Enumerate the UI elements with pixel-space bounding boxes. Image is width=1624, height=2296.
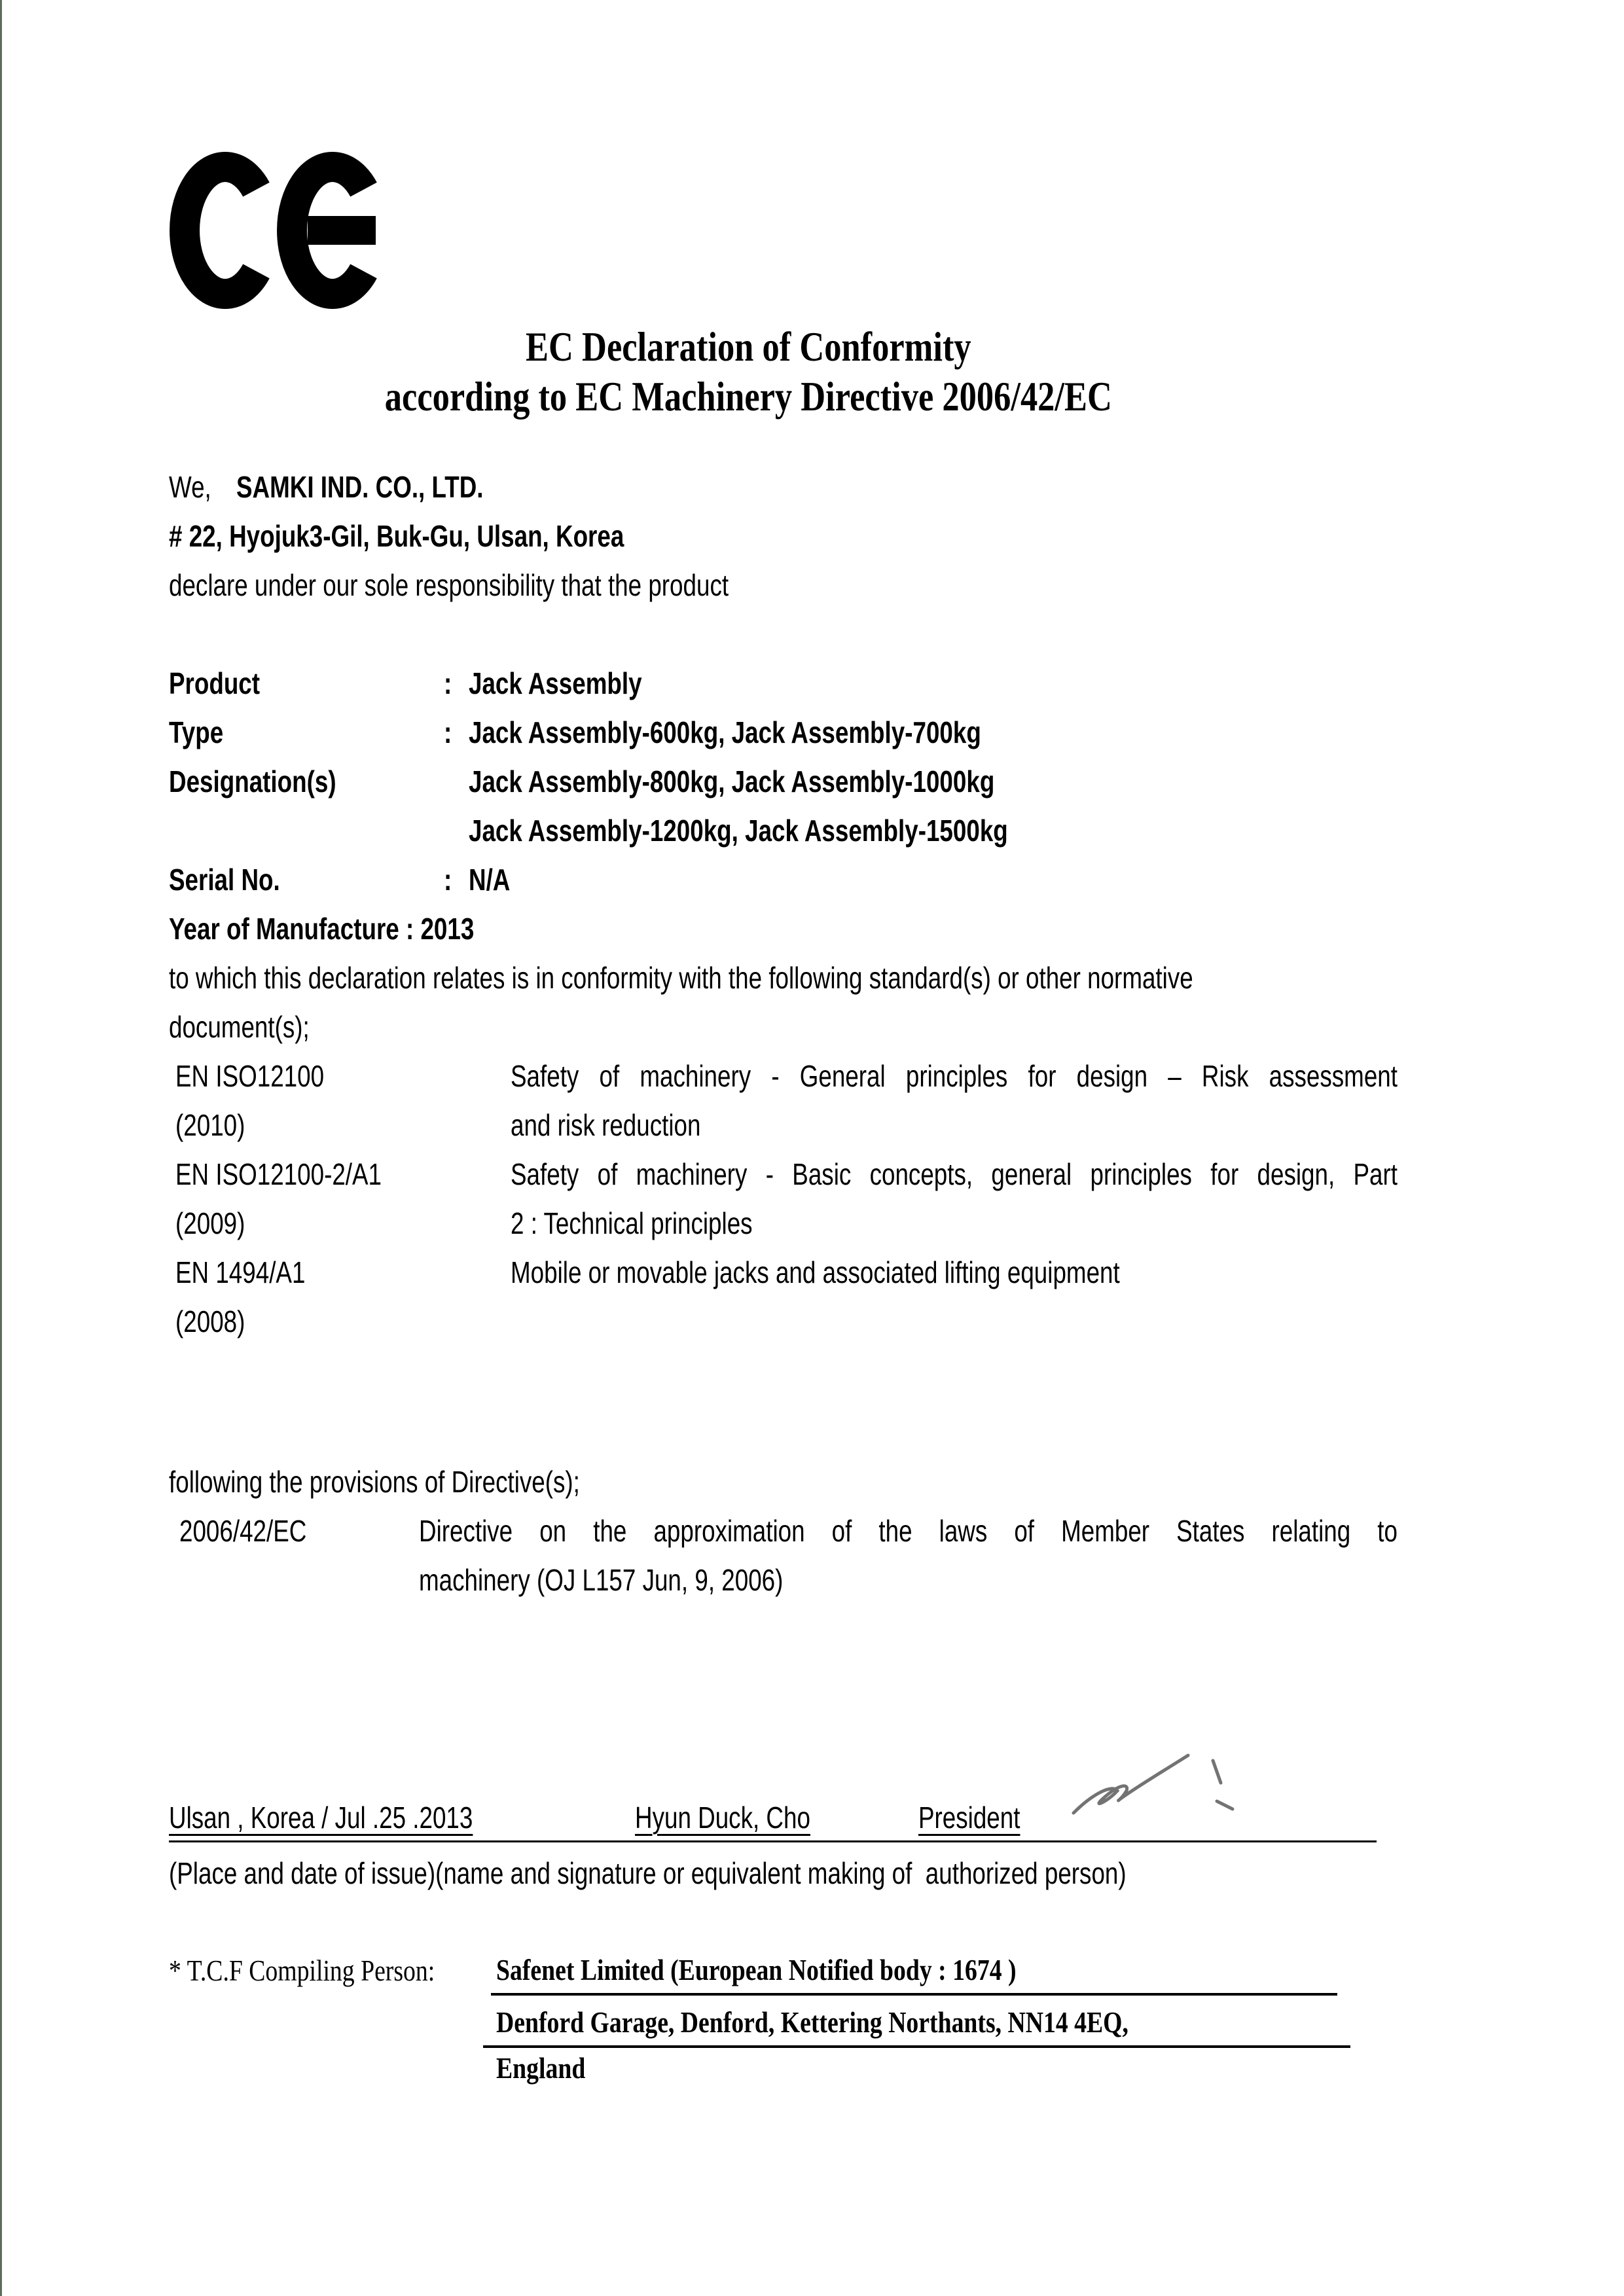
directive-row — [169, 1507, 1398, 1556]
standard-description: Safety of machinery - General principles for design – Risk assessment — [511, 1059, 1398, 1093]
standard-row — [169, 1199, 1398, 1248]
conformity-text-line-1: to which this declaration relates is in conformity with the following standard(s) or other normative — [169, 961, 1193, 995]
serial-label: Serial No. — [169, 863, 280, 897]
directives-block — [169, 1458, 1398, 1605]
signer-name: Hyun Duck, Cho — [635, 1801, 810, 1835]
type-value-line-3: Jack Assembly-1200kg, Jack Assembly-1500kg — [469, 814, 1008, 848]
colon: : — [444, 666, 452, 700]
tcf-notified-body: Safenet Limited (European Notified body : 1674 ) — [496, 1953, 1017, 1986]
signature-line — [169, 1795, 1377, 1842]
type-designation-row — [169, 806, 1398, 855]
serial-number-row — [169, 855, 1398, 905]
directive-description-line-1: Directive on the approximation of the laws of Member States relating to — [419, 1514, 1398, 1548]
declaration-text: declare under our sole responsibility that the product — [169, 568, 729, 602]
standard-code: EN ISO12100 — [175, 1059, 325, 1093]
company-address: # 22, Hyojuk3-Gil, Buk-Gu, Ulsan, Korea — [169, 519, 624, 553]
standard-row — [169, 1297, 1398, 1346]
standards-list — [169, 1052, 1398, 1346]
standard-code: EN ISO12100-2/A1 — [175, 1157, 382, 1191]
product-value: Jack Assembly — [469, 666, 642, 700]
company-name: SAMKI IND. CO., LTD. — [236, 470, 484, 504]
standard-code: EN 1494/A1 — [175, 1255, 306, 1289]
tcf-notified-body-line — [491, 1947, 1337, 1996]
directive-row — [169, 1556, 1398, 1605]
place-date-text: Ulsan , Korea / Jul .25 .2013 — [169, 1801, 473, 1835]
directives-heading: following the provisions of Directive(s); — [169, 1465, 580, 1499]
signature-caption: (Place and date of issue)(name and signature or equivalent making of authorized person) — [169, 1856, 1127, 1890]
standard-description: 2 : Technical principles — [511, 1206, 753, 1240]
standard-row — [169, 1248, 1398, 1297]
tcf-label: * T.C.F Compiling Person: — [169, 1954, 435, 1987]
company-block — [169, 463, 1398, 610]
year-of-manufacture-line: Year of Manufacture : 2013 — [169, 912, 475, 946]
ce-mark-icon — [169, 152, 389, 309]
standard-row — [169, 1101, 1398, 1150]
standard-row — [169, 1150, 1398, 1199]
type-value-line-1: Jack Assembly-600kg, Jack Assembly-700kg — [469, 715, 981, 749]
directive-description-line-2: machinery (OJ L157 Jun, 9, 2006) — [419, 1563, 784, 1597]
standard-description: Mobile or movable jacks and associated lifting equipment — [511, 1255, 1120, 1289]
standard-code: (2009) — [175, 1206, 245, 1240]
conformity-text-line-2: document(s); — [169, 1010, 310, 1044]
product-row — [169, 659, 1398, 708]
tcf-address-line — [483, 2000, 1350, 2085]
title-line-2: according to EC Machinery Directive 2006/42/EC — [384, 373, 1112, 420]
title-line-1: EC Declaration of Conformity — [526, 323, 971, 370]
signer-title: President — [918, 1801, 1020, 1835]
type-value-line-2: Jack Assembly-800kg, Jack Assembly-1000kg — [469, 764, 995, 798]
standard-code: (2008) — [175, 1304, 245, 1338]
product-details-block — [169, 659, 1398, 1052]
colon: : — [444, 863, 452, 897]
scan-edge-line — [0, 0, 2, 2296]
standard-code: (2010) — [175, 1108, 245, 1142]
product-label: Product — [169, 666, 261, 700]
colon: : — [444, 715, 452, 749]
directive-code: 2006/42/EC — [179, 1514, 307, 1548]
standard-description: Safety of machinery - Basic concepts, general principles for design, Part — [511, 1157, 1398, 1191]
tcf-address: Denford Garage, Denford, Kettering Northants, NN14 4EQ, England — [496, 2005, 1135, 2085]
type-label: Type Designation(s) — [169, 715, 336, 798]
standard-row — [169, 1052, 1398, 1101]
standard-description: and risk reduction — [511, 1108, 701, 1142]
document-title — [169, 322, 1327, 422]
serial-value: N/A — [469, 863, 511, 897]
we-label: We, — [169, 470, 211, 504]
